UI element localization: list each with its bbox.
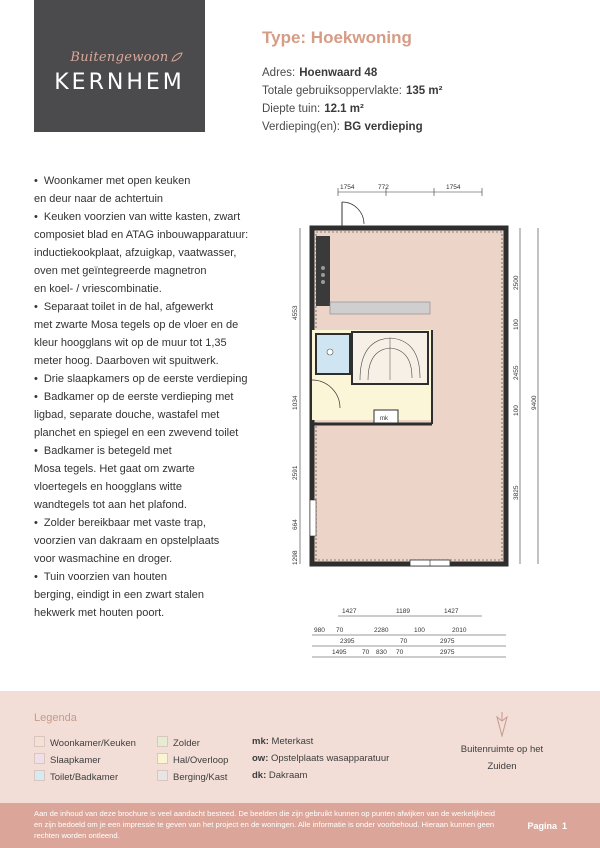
feature-item bbox=[34, 298, 274, 370]
legend-item: Zolder bbox=[157, 736, 200, 749]
legend-swatch bbox=[157, 770, 168, 781]
bullet-icon: • bbox=[34, 571, 38, 583]
legend-item: Woonkamer/Keuken bbox=[34, 736, 136, 749]
dim-label: 100 bbox=[513, 319, 520, 330]
outdoor-orientation bbox=[452, 711, 552, 775]
legend-item: Slaapkamer bbox=[34, 753, 101, 766]
dim-label: 70 bbox=[336, 627, 344, 634]
legend-swatch bbox=[34, 770, 45, 781]
dim-label: 3825 bbox=[513, 485, 520, 500]
house-type-title: Type: Hoekwoning bbox=[262, 28, 412, 47]
top-dimensions bbox=[338, 184, 482, 196]
spec-area: Totale gebruiksoppervlakte: 135 m² bbox=[262, 85, 443, 97]
feature-line: met zwarte Mosa tegels op de vloer en de bbox=[34, 319, 239, 331]
legend-swatch bbox=[157, 753, 168, 764]
dim-label: 772 bbox=[378, 184, 389, 191]
toilet-area bbox=[316, 334, 350, 374]
feature-line: kleur hoogglans wit op de muur tot 1,35 bbox=[34, 337, 227, 349]
dim-label: 2500 bbox=[513, 275, 520, 290]
dim-label: 980 bbox=[314, 627, 325, 634]
dim-label: 4553 bbox=[292, 305, 299, 320]
footer bbox=[0, 803, 600, 848]
dim-label: 2455 bbox=[513, 365, 520, 380]
dim-label: 1427 bbox=[342, 608, 357, 615]
meter-cupboard-label: mk bbox=[380, 416, 388, 422]
dim-label: 70 bbox=[396, 649, 404, 656]
legend-swatch bbox=[34, 753, 45, 764]
feature-line: vloertegels en hoogglans witte bbox=[34, 481, 182, 493]
compass-arrow-icon bbox=[494, 711, 510, 737]
floor-plan bbox=[290, 180, 550, 670]
feature-list bbox=[34, 172, 274, 622]
legend-title: Legenda bbox=[34, 712, 77, 724]
bullet-icon: • bbox=[34, 391, 38, 403]
feature-line: • Badkamer is betegeld met bbox=[34, 445, 172, 457]
abbreviation-ow: ow: Opstelplaats wasapparatuur bbox=[252, 753, 390, 764]
abbreviation-mk: mk: Meterkast bbox=[252, 736, 314, 747]
feature-line: en koel- / vriescombinatie. bbox=[34, 283, 162, 295]
dim-label: 2280 bbox=[374, 627, 389, 634]
dim-label: 1495 bbox=[332, 649, 347, 656]
dim-label: 1427 bbox=[444, 608, 459, 615]
spec-address: Adres: Hoenwaard 48 bbox=[262, 67, 378, 79]
feature-line: • Zolder bereikbaar met vaste trap, bbox=[34, 517, 206, 529]
left-dimensions bbox=[292, 228, 300, 565]
feature-line: • Tuin voorzien van houten bbox=[34, 571, 167, 583]
front-door bbox=[342, 202, 364, 228]
logo-main-text: KERNHEM bbox=[54, 70, 185, 95]
feature-line: Mosa tegels. Het gaat om zwarte bbox=[34, 463, 195, 475]
bullet-icon: • bbox=[34, 445, 38, 457]
feature-item bbox=[34, 442, 274, 514]
dim-label: 1754 bbox=[446, 184, 461, 191]
dim-label: 2975 bbox=[440, 638, 455, 645]
feature-line: hekwerk met houten poort. bbox=[34, 607, 165, 619]
feature-line: • Keuken voorzien van witte kasten, zwart bbox=[34, 211, 241, 223]
page-indicator: Pagina 1 bbox=[527, 821, 567, 831]
feature-line: composiet blad en ATAG inbouwapparatuur: bbox=[34, 229, 249, 241]
right-dimensions bbox=[513, 228, 538, 564]
feature-line: en deur naar de achtertuin bbox=[34, 193, 164, 205]
garden-door bbox=[410, 560, 450, 566]
outdoor-text-line1: Buitenruimte op het bbox=[460, 744, 544, 755]
dim-label: 70 bbox=[362, 649, 370, 656]
feature-item bbox=[34, 370, 274, 388]
dim-label: 2395 bbox=[340, 638, 355, 645]
feature-item bbox=[34, 388, 274, 442]
feature-item bbox=[34, 172, 274, 208]
feature-line: planchet en spiegel en een zwevend toilet bbox=[34, 427, 239, 439]
feature-line: voorzien van dakraam en opstelplaats bbox=[34, 535, 220, 547]
feature-line: • Drie slaapkamers op de eerste verdieping bbox=[34, 373, 248, 385]
logo-script-text: Buitengewoon bbox=[70, 50, 169, 65]
outdoor-text-line2: Zuiden bbox=[487, 761, 517, 772]
brand-logo bbox=[34, 0, 205, 132]
feature-line: • Separaat toilet in de hal, afgewerkt bbox=[34, 301, 214, 313]
bottom-dimensions bbox=[312, 608, 506, 657]
feature-line: voor wasmachine en droger. bbox=[34, 553, 173, 565]
dim-label: 70 bbox=[400, 638, 408, 645]
legend-item: Toilet/Badkamer bbox=[34, 770, 118, 783]
bullet-icon: • bbox=[34, 373, 38, 385]
dim-label: 1298 bbox=[292, 550, 299, 565]
leaf-icon bbox=[171, 52, 183, 62]
legend-item: Berging/Kast bbox=[157, 770, 227, 783]
dim-label: 1754 bbox=[340, 184, 355, 191]
feature-line: • Woonkamer met open keuken bbox=[34, 175, 191, 187]
dim-label: 100 bbox=[513, 405, 520, 416]
dim-label: 2591 bbox=[292, 465, 299, 480]
legend-swatch bbox=[157, 736, 168, 747]
dim-label: 1189 bbox=[396, 608, 410, 615]
feature-line: inductiekookplaat, afzuigkap, vaatwasser, bbox=[34, 247, 237, 259]
dim-label: 830 bbox=[376, 649, 387, 656]
dim-label: 664 bbox=[292, 519, 299, 530]
legend-swatch bbox=[34, 736, 45, 747]
dim-label: 2975 bbox=[440, 649, 455, 656]
disclaimer-text: Aan de inhoud van deze brochure is veel aandacht besteed. De beelden die zijn gebruikt kunnen op punten afwijken van de werkelijkheid en zijn bedoeld om je een impressie te geven van het project en de woningen. Alle informatie is onder voorbehoud. Hieraan kunnen geen rechten worden ontleend. bbox=[34, 809, 496, 840]
bullet-icon: • bbox=[34, 517, 38, 529]
page-number: 1 bbox=[561, 821, 567, 831]
feature-item bbox=[34, 568, 274, 622]
dim-label: 2010 bbox=[452, 627, 467, 634]
dim-label: 1034 bbox=[292, 395, 299, 410]
bullet-icon: • bbox=[34, 211, 38, 223]
staircase bbox=[352, 332, 428, 384]
feature-item bbox=[34, 514, 274, 568]
abbreviation-dk: dk: Dakraam bbox=[252, 770, 308, 781]
bullet-icon: • bbox=[34, 301, 38, 313]
spec-floors: Verdieping(en): BG verdieping bbox=[262, 121, 423, 133]
feature-line: ligbad, separate douche, wastafel met bbox=[34, 409, 220, 421]
feature-line: oven met geïntegreerde magnetron bbox=[34, 265, 207, 277]
legend-item: Hal/Overloop bbox=[157, 753, 228, 766]
property-specs bbox=[262, 64, 442, 136]
spec-garden-depth: Diepte tuin: 12.1 m² bbox=[262, 103, 364, 115]
bullet-icon: • bbox=[34, 175, 38, 187]
feature-line: berging, eindigt in een zwart stalen bbox=[34, 589, 204, 601]
feature-item bbox=[34, 208, 274, 298]
feature-line: meter hoog. Daarboven wit spuitwerk. bbox=[34, 355, 219, 367]
dim-total-label: 9400 bbox=[531, 395, 538, 410]
legend-section bbox=[0, 691, 600, 803]
feature-line: wandtegels tot aan het plafond. bbox=[34, 499, 187, 511]
dim-label: 100 bbox=[414, 627, 425, 634]
feature-line: • Badkamer op de eerste verdieping met bbox=[34, 391, 234, 403]
